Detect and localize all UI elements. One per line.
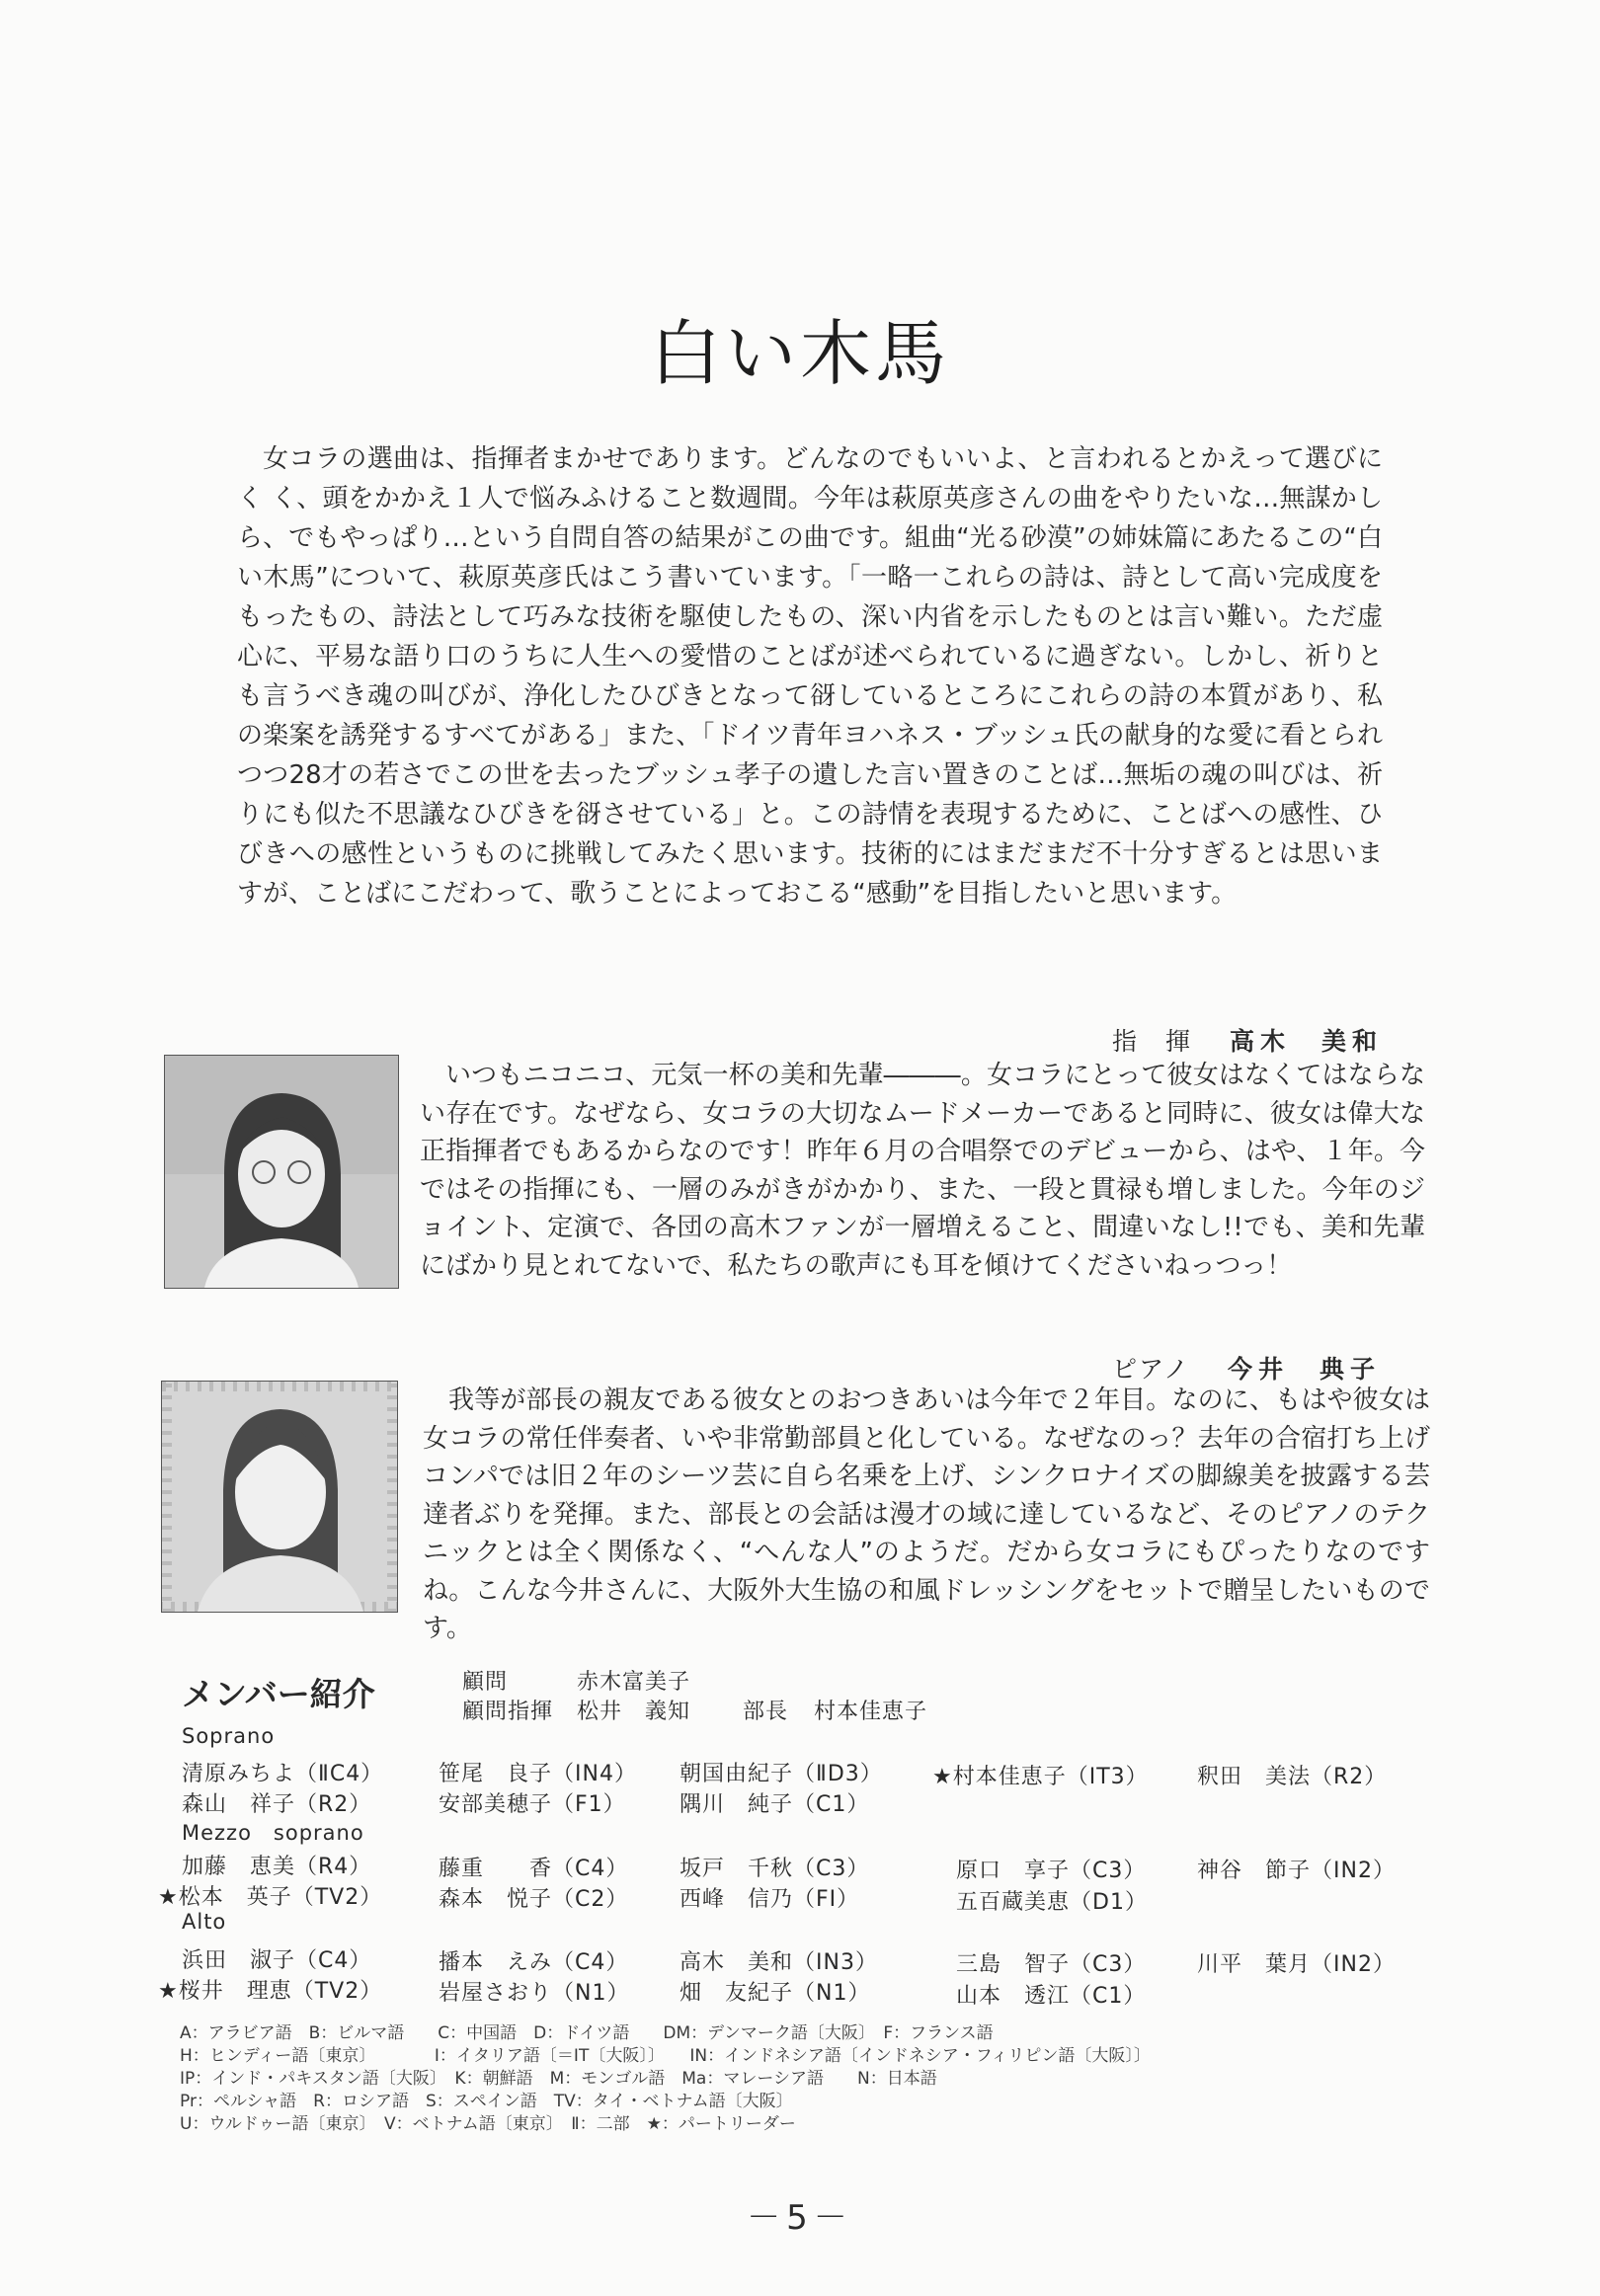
- part-label-alto: Alto: [182, 1910, 227, 1934]
- adviser-conductor-label: 顧問指揮: [462, 1700, 554, 1724]
- member-soprano-2-1: 森山 祥子（R2）: [182, 1792, 372, 1817]
- pianist-credit: [1112, 1350, 1381, 1386]
- adviser-conductor-name: 松井 義知: [577, 1700, 691, 1724]
- member-soprano-2-2: 安部美穂子（F1）: [439, 1792, 626, 1817]
- member-mezzo-1-5: 神谷 節子（IN2）: [1197, 1859, 1396, 1883]
- member-alto-2-1: ★桜井 理恵（TV2）: [158, 1979, 383, 2004]
- intro-paragraph: 女コラの選曲は、指揮者まかせであります。どんなのでもいいよ、と言われるとかえって選びにく く、頭をかかえ１人で悩みふけること数週間。今年は萩原英彦さんの曲をやりたいな…無謀かしら、でもやっぱり…という自問自答の結果がこの曲です。組曲“光る砂漠”の姉妹篇にあたるこの“白い木馬”について、萩原英彦氏はこう書いています。「一略一これらの詩は、詩として高い完成度をもったもの、詩法として巧みな技術を駆使したもの、深い内省を示したものとは言い難い。ただ虚心に、平易な語り口のうちに人生への愛惜のことばが述べられているに過ぎない。しかし、祈りとも言うべき魂の叫びが、浄化したひびきとなって谺しているところにこれらの詩の本質があり、私の楽案を誘発するすべてがある」また、「ドイツ青年ヨハネス・ブッシュ氏の献身的な愛に看とられつつ28才の若さでこの世を去ったブッシュ孝子の遺した言い置きのことば…無垢の魂の叫びは、祈りにも似た不思議なひびきを谺させている」と。この詩情を表現するために、ことばへの感性、ひびきへの感性というものに挑戦してみたく思います。技術的にはまだまだ不十分すぎるとは思いますが、ことばにこだわって、歌うことによっておこる“感動”を目指したいと思います。: [237, 444, 1383, 909]
- member-mezzo-1-1: 加藤 恵美（R4）: [182, 1855, 372, 1879]
- member-alto-2-3: 畑 友紀子（N1）: [680, 1981, 871, 2006]
- pianist-bio: 我等が部長の親友である彼女とのおつきあいは今年で２年目。なのに、もはや彼女は女コラの常任伴奏者、いや非常勤部員と化している。なぜなのっ？去年の合宿打ち上げコンパでは旧２年のシーツ芸に自ら名乗を上げ、シンクロナイズの脚線美を披露する芸達者ぶりを発揮。また、部長との会話は漫才の域に達しているなど、そのピアノのテクニックとは全く関係なく、“へんな人”のようだ。だから女コラにもぴったりなのですね。こんな今井さんに、大阪外大生協の和風ドレッシングをセットで贈呈したいものです。: [423, 1386, 1430, 1643]
- captain-name: 村本佳恵子: [814, 1700, 928, 1724]
- member-soprano-1-3: 朝国由紀子（ⅡD3）: [680, 1762, 883, 1786]
- conductor-name: 高木 美和: [1229, 1027, 1383, 1056]
- member-alto-1-1: 浜田 淑子（C4）: [182, 1948, 372, 1973]
- legend-line: H：ヒンディー語〔東京〕 I：イタリア語〔＝IT〔大阪〕〕 IN：インドネシア語〔インドネシア・フィリピン語〔大阪〕〕: [180, 2046, 1151, 2066]
- member-soprano-1-4: ★村本佳恵子（IT3）: [932, 1765, 1149, 1789]
- part-label-mezzo-soprano: Mezzo soprano: [182, 1821, 364, 1845]
- conductor-role-label: 指 揮: [1112, 1027, 1193, 1056]
- member-mezzo-2-4: 五百蔵美恵（D1）: [956, 1890, 1148, 1915]
- captain-label: 部長: [743, 1700, 789, 1724]
- member-alto-1-2: 播本 えみ（C4）: [439, 1950, 629, 1975]
- legend-line: Pr：ペルシャ語 R：ロシア語 S：スペイン語 TV：タイ・ベトナム語〔大阪〕: [180, 2092, 793, 2111]
- member-mezzo-2-1: ★松本 英子（TV2）: [158, 1885, 383, 1910]
- member-soprano-1-5: 釈田 美法（R2）: [1197, 1765, 1388, 1789]
- adviser-line: [462, 1665, 690, 1696]
- member-mezzo-1-3: 坂戸 千秋（C3）: [680, 1857, 870, 1881]
- member-mezzo-1-4: 原口 享子（C3）: [956, 1859, 1147, 1883]
- language-legend: [180, 2022, 1151, 2136]
- pianist-role-label: ピアノ: [1112, 1355, 1191, 1384]
- member-mezzo-2-2: 森本 悦子（C2）: [439, 1887, 629, 1912]
- pianist-name: 今井 典子: [1227, 1355, 1381, 1384]
- adviser-name: 赤木富美子: [577, 1670, 691, 1695]
- page-number: －5－: [747, 2198, 853, 2238]
- member-alto-2-2: 岩屋さおり（N1）: [439, 1981, 630, 2006]
- members-heading: メンバー紹介: [182, 1675, 375, 1713]
- member-soprano-1-2: 笹尾 良子（IN4）: [439, 1762, 637, 1786]
- conductor-credit: [1112, 1022, 1383, 1058]
- member-mezzo-1-2: 藤重 香（C4）: [439, 1857, 629, 1881]
- member-soprano-2-3: 隅川 純子（C1）: [680, 1792, 870, 1817]
- legend-line: U：ウルドゥー語〔東京〕 V：ベトナム語〔東京〕 Ⅱ：二部 ★：パートリーダー: [180, 2114, 796, 2134]
- pianist-photo: [161, 1381, 398, 1613]
- member-alto-1-3: 高木 美和（IN3）: [680, 1950, 878, 1975]
- legend-line: A：アラビア語 B：ビルマ語 C：中国語 D：ドイツ語 DM：デンマーク語〔大阪〕 F：フランス語: [180, 2023, 994, 2043]
- member-mezzo-2-3: 西峰 信乃（FI）: [680, 1887, 860, 1912]
- member-soprano-1-1: 清原みちよ（ⅡC4）: [182, 1762, 384, 1786]
- conductor-photo: [164, 1055, 399, 1289]
- legend-line: IP：インド・パキスタン語〔大阪〕 K：朝鮮語 M：モンゴル語 Ma：マレーシア語 N：日本語: [180, 2069, 937, 2089]
- conductor-bio: いつもニコニコ、元気一杯の美和先輩―――。女コラにとって彼女はなくてはならない存在です。なぜなら、女コラの大切なムードメーカーであると同時に、彼女は偉大な正指揮者でもあるからなのです！昨年６月の合唱祭でのデビューから、はや、１年。今ではその指揮にも、一層のみがきがかかり、また、一段と貫禄も増しました。今年のジョイント、定演で、各団の高木ファンが一層増えること、間違いなし!!でも、美和先輩にばかり見とれてないで、私たちの歌声にも耳を傾けてくださいねっつっ！: [420, 1061, 1425, 1281]
- page-title: 白い木馬: [649, 312, 950, 395]
- adviser-conductor-line: [462, 1695, 927, 1725]
- part-label-soprano: Soprano: [182, 1724, 276, 1748]
- member-alto-2-4: 山本 透江（C1）: [956, 1984, 1147, 2009]
- member-alto-1-4: 三島 智子（C3）: [956, 1952, 1147, 1977]
- member-alto-1-5: 川平 葉月（IN2）: [1197, 1952, 1396, 1977]
- adviser-label: 顧問: [462, 1670, 509, 1695]
